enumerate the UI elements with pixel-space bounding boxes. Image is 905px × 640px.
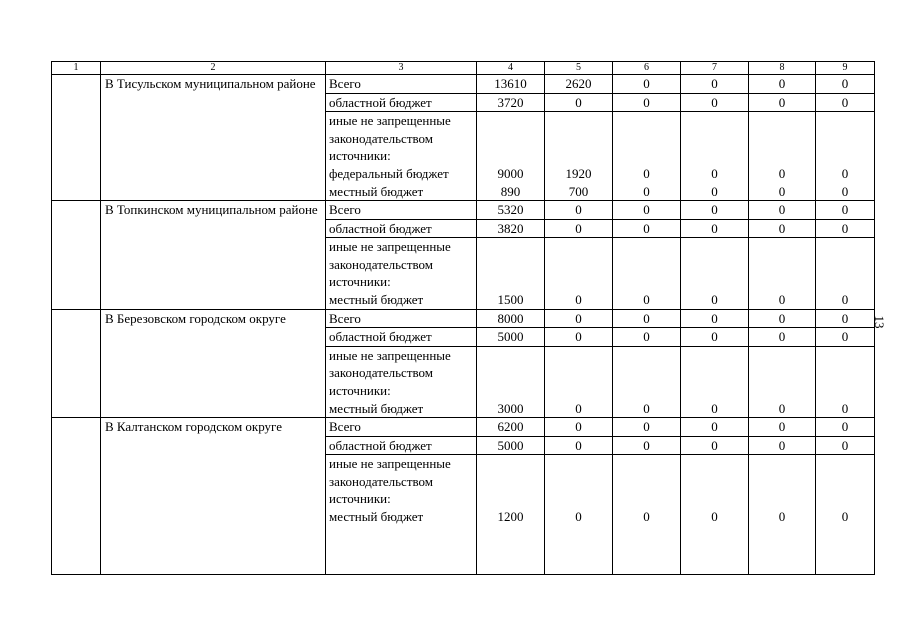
value-text: 0 — [841, 292, 849, 307]
value-cell: 5000 — [477, 436, 545, 455]
value-text: 9000 — [497, 166, 524, 181]
value-cell: 0 — [749, 309, 816, 328]
value-cell — [477, 112, 545, 201]
value-text: 3000 — [497, 400, 524, 416]
value-text: 0 — [778, 400, 786, 416]
value-cell: 0 — [545, 93, 613, 112]
value-cell — [681, 455, 749, 575]
value-cell: 0 — [816, 418, 875, 437]
value-cell: 6200 — [477, 418, 545, 437]
value-text: 0 — [643, 400, 650, 416]
value-text: 0 — [778, 292, 786, 307]
value-cell — [681, 346, 749, 418]
table-row — [52, 75, 875, 94]
source-label: местный бюджет — [329, 183, 424, 199]
value-cell — [477, 238, 545, 310]
value-cell — [749, 112, 816, 201]
value-cell: 0 — [613, 328, 681, 347]
value-text: 0 — [711, 400, 718, 416]
column-number: 8 — [749, 62, 816, 75]
column-number: 4 — [477, 62, 545, 75]
value-cell: 0 — [749, 418, 816, 437]
table-row — [52, 418, 875, 437]
table-row — [52, 201, 875, 220]
row-number-cell — [52, 418, 101, 575]
value-cell — [816, 455, 875, 575]
column-number: 9 — [816, 62, 875, 75]
value-cell: 0 — [681, 219, 749, 238]
value-cell: 0 — [816, 219, 875, 238]
value-cell: 0 — [613, 309, 681, 328]
value-cell: 0 — [749, 93, 816, 112]
value-cell: 0 — [681, 75, 749, 94]
value-cell: 0 — [545, 219, 613, 238]
source-label: областной бюджет — [326, 93, 477, 112]
value-cell: 0 — [545, 201, 613, 220]
value-cell — [816, 112, 875, 201]
source-group — [326, 455, 477, 575]
value-cell — [613, 112, 681, 201]
source-label: иные не запрещенные законодательством источники: — [329, 239, 451, 289]
table-row — [52, 309, 875, 328]
column-number: 5 — [545, 62, 613, 75]
column-number: 3 — [326, 62, 477, 75]
value-cell: 0 — [681, 418, 749, 437]
source-label: областной бюджет — [326, 436, 477, 455]
value-text: 0 — [711, 166, 718, 181]
value-cell: 5320 — [477, 201, 545, 220]
value-cell: 0 — [681, 309, 749, 328]
value-cell — [749, 455, 816, 575]
source-label: Всего — [326, 309, 477, 328]
value-cell — [545, 455, 613, 575]
value-cell — [545, 346, 613, 418]
value-text: 0 — [575, 292, 582, 307]
value-cell — [681, 112, 749, 201]
row-number-cell — [52, 309, 101, 418]
source-label: иные не запрещенные законодательством источники: — [329, 347, 451, 398]
source-label: областной бюджет — [326, 328, 477, 347]
value-cell: 0 — [749, 219, 816, 238]
value-cell: 8000 — [477, 309, 545, 328]
value-cell: 0 — [749, 436, 816, 455]
value-cell: 0 — [816, 93, 875, 112]
column-number-row — [52, 62, 875, 75]
value-text: 0 — [643, 292, 650, 307]
source-label: местный бюджет — [329, 509, 424, 524]
value-cell: 0 — [545, 436, 613, 455]
value-cell: 2620 — [545, 75, 613, 94]
source-group — [326, 112, 477, 201]
source-label: Всего — [326, 75, 477, 94]
value-text: 0 — [841, 400, 849, 416]
value-text: 0 — [841, 183, 849, 199]
source-label: областной бюджет — [326, 219, 477, 238]
value-cell: 0 — [749, 201, 816, 220]
budget-table — [51, 61, 875, 575]
value-cell: 0 — [816, 309, 875, 328]
column-number: 2 — [101, 62, 326, 75]
value-cell: 5000 — [477, 328, 545, 347]
value-cell: 13610 — [477, 75, 545, 94]
district-name: В Березовском городском округе — [101, 309, 326, 418]
value-cell — [477, 346, 545, 418]
value-cell — [613, 238, 681, 310]
value-text: 1920 — [565, 166, 592, 181]
value-text: 700 — [568, 183, 589, 199]
value-cell: 0 — [545, 418, 613, 437]
value-text: 0 — [575, 509, 582, 524]
value-text: 890 — [500, 183, 521, 199]
value-cell: 0 — [613, 93, 681, 112]
value-cell — [477, 455, 545, 575]
district-name: В Калтанском городском округе — [101, 418, 326, 575]
page-number: 13 — [872, 315, 887, 329]
column-number: 1 — [52, 62, 101, 75]
value-cell — [545, 238, 613, 310]
value-cell: 0 — [816, 436, 875, 455]
value-cell: 0 — [681, 93, 749, 112]
value-cell: 0 — [749, 328, 816, 347]
source-label: федеральный бюджет — [329, 166, 449, 181]
value-cell — [545, 112, 613, 201]
district-name: В Тисульском муниципальном районе — [101, 75, 326, 201]
value-text: 0 — [778, 509, 786, 524]
value-cell: 0 — [613, 219, 681, 238]
value-text: 0 — [841, 509, 849, 524]
source-label: иные не запрещенные законодательством источники: — [329, 456, 451, 506]
value-cell: 0 — [816, 75, 875, 94]
value-cell: 0 — [681, 201, 749, 220]
value-text: 0 — [711, 509, 718, 524]
value-cell: 0 — [545, 328, 613, 347]
column-number: 6 — [613, 62, 681, 75]
value-cell: 0 — [749, 75, 816, 94]
value-cell: 0 — [545, 309, 613, 328]
source-group — [326, 238, 477, 310]
row-number-cell — [52, 75, 101, 201]
source-label: Всего — [326, 418, 477, 437]
column-number: 7 — [681, 62, 749, 75]
value-text: 1200 — [497, 509, 524, 524]
value-cell — [681, 238, 749, 310]
value-cell — [816, 238, 875, 310]
value-text: 0 — [711, 183, 718, 199]
value-text: 0 — [778, 183, 786, 199]
value-cell: 0 — [816, 201, 875, 220]
source-label: Всего — [326, 201, 477, 220]
value-cell: 0 — [681, 328, 749, 347]
value-text: 0 — [643, 183, 650, 199]
source-label: иные не запрещенные законодательством источники: — [329, 113, 451, 163]
value-text: 0 — [643, 166, 650, 181]
row-number-cell — [52, 201, 101, 310]
value-text: 1500 — [497, 292, 524, 307]
value-cell: 0 — [681, 436, 749, 455]
source-label: местный бюджет — [329, 292, 424, 307]
value-cell: 3720 — [477, 93, 545, 112]
value-cell — [613, 346, 681, 418]
value-text: 0 — [711, 292, 718, 307]
value-cell: 0 — [816, 328, 875, 347]
value-cell — [816, 346, 875, 418]
value-cell — [749, 238, 816, 310]
value-cell: 3820 — [477, 219, 545, 238]
value-text: 0 — [778, 166, 786, 181]
value-cell: 0 — [613, 201, 681, 220]
value-text: 0 — [643, 509, 650, 524]
source-group — [326, 346, 477, 418]
value-cell: 0 — [613, 436, 681, 455]
district-name: В Топкинском муниципальном районе — [101, 201, 326, 310]
value-text: 0 — [575, 400, 582, 416]
value-cell — [613, 455, 681, 575]
value-cell: 0 — [613, 418, 681, 437]
value-cell: 0 — [613, 75, 681, 94]
value-text: 0 — [841, 166, 849, 181]
value-cell — [749, 346, 816, 418]
source-label: местный бюджет — [329, 400, 424, 416]
